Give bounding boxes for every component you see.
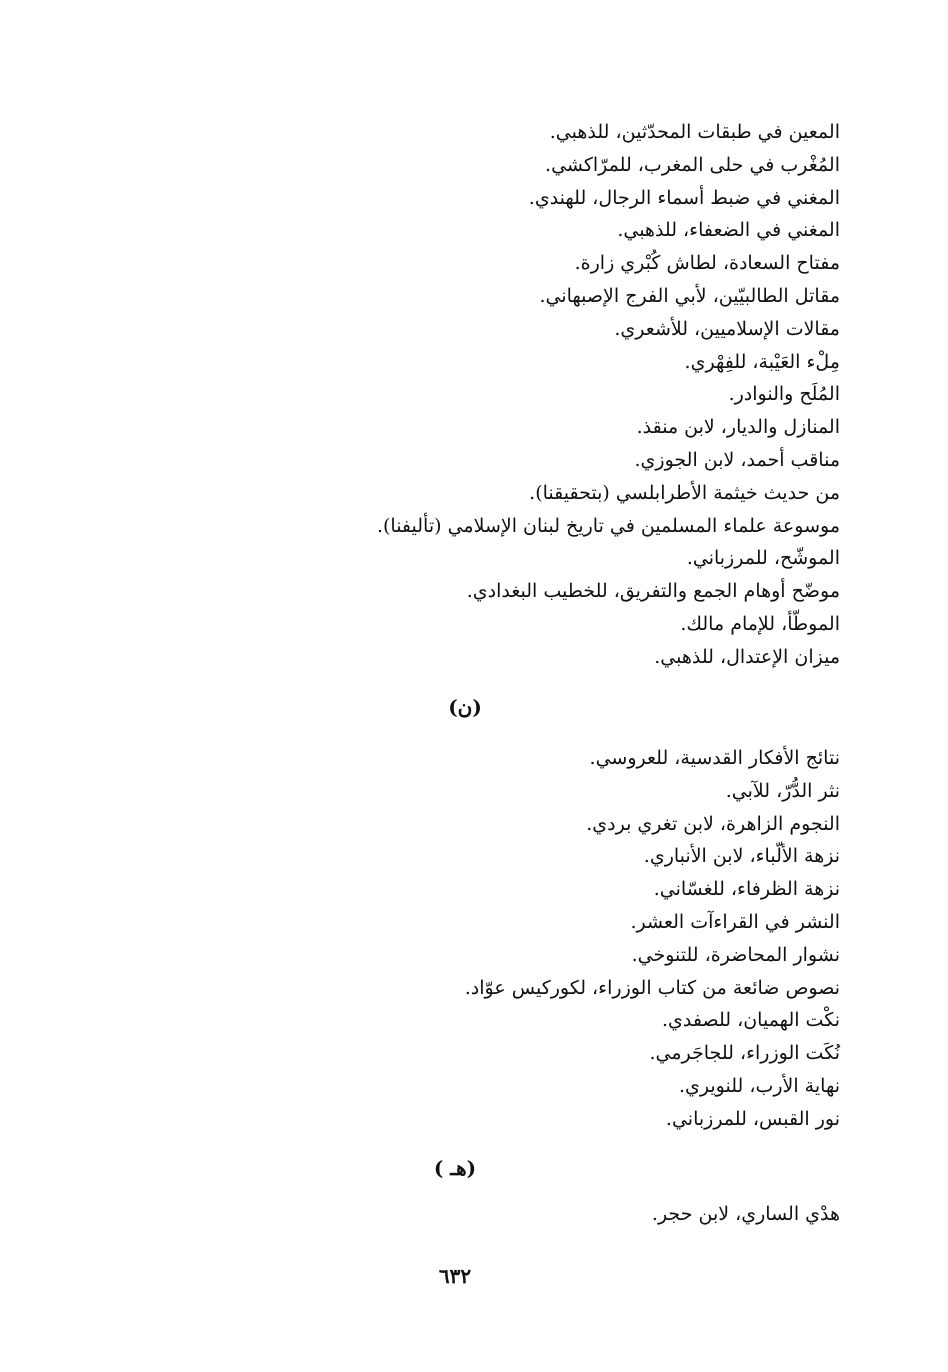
entry-list-nun	[465, 742, 840, 1136]
bibliography-entry: مقالات الإسلاميين، للأشعري.	[614, 317, 840, 340]
page-number: ٦٣٢	[438, 1264, 472, 1288]
bibliography-entry: نُكَت الوزراء، للجاجَرمي.	[649, 1042, 840, 1065]
bibliography-entry: نكْت الهميان، للصفدي.	[662, 1009, 840, 1032]
bibliography-entry: المنازل والديار، لابن منقذ.	[636, 416, 840, 439]
bibliography-entry: نزهة الألّباء، لابن الأنباري.	[643, 845, 840, 868]
bibliography-entry: الموطّأ، للإمام مالك.	[680, 612, 840, 635]
bibliography-entry: مفتاح السعادة، لطاش كُبْري زارة.	[574, 252, 840, 275]
bibliography-entry: النشر في القراءآت العشر.	[630, 910, 840, 933]
bibliography-entry: ميزان الإعتدال، للذهبي.	[654, 645, 840, 668]
bibliography-entry: من حديث خيثمة الأطرابلسي (بتحقيقنا).	[529, 481, 840, 504]
bibliography-entry: موضّح أوهام الجمع والتفريق، للخطيب البغدادي.	[466, 580, 840, 603]
bibliography-entry: المغني في ضبط أسماء الرجال، للهندي.	[528, 186, 840, 209]
bibliography-entry: نور القبس، للمرزباني.	[665, 1107, 840, 1130]
entry-list-ha	[652, 1198, 840, 1231]
bibliography-entry: هدْي الساري، لابن حجر.	[651, 1203, 840, 1225]
bibliography-entry: نشوار المحاضرة، للتنوخي.	[631, 943, 840, 966]
bibliography-entry: المعين في طبقات المحدّثين، للذهبي.	[549, 121, 840, 143]
bibliography-entry: مِلْء العَيْبة، للفِهْري.	[684, 350, 840, 373]
bibliography-entry: المُغْرب في حلى المغرب، للمرّاكشي.	[545, 153, 840, 176]
bibliography-entry: الموشّح، للمرزباني.	[686, 547, 840, 570]
bibliography-entry: النجوم الزاهرة، لابن تغري بردي.	[586, 812, 840, 835]
bibliography-entry: المُلَح والنوادر.	[728, 383, 840, 406]
bibliography-entry: مناقب أحمد، لابن الجوزي.	[634, 448, 840, 471]
bibliography-entry: موسوعة علماء المسلمين في تاريخ لبنان الإسلامي (تأليفنا).	[376, 514, 840, 537]
bibliography-entry: نهاية الأرب، للنويري.	[678, 1074, 840, 1097]
entry-list-mim	[377, 116, 840, 674]
bibliography-entry: نثر الدُّرّ، للآبي.	[725, 779, 840, 802]
bibliography-entry: نصوص ضائعة من كتاب الوزراء، لكوركيس عوّاد.	[464, 976, 840, 999]
section-heading-ha: (هـ )	[433, 1156, 477, 1180]
bibliography-entry: المغني في الضعفاء، للذهبي.	[617, 219, 840, 242]
bibliography-entry: نتائج الأفكار القدسية، للعروسي.	[589, 747, 840, 769]
section-heading-nun: (ن)	[448, 695, 482, 719]
bibliography-entry: مقاتل الطالبيّين، لأبي الفرج الإصبهاني.	[539, 284, 840, 307]
bibliography-entry: نزهة الظرفاء، للغسّاني.	[653, 878, 840, 901]
